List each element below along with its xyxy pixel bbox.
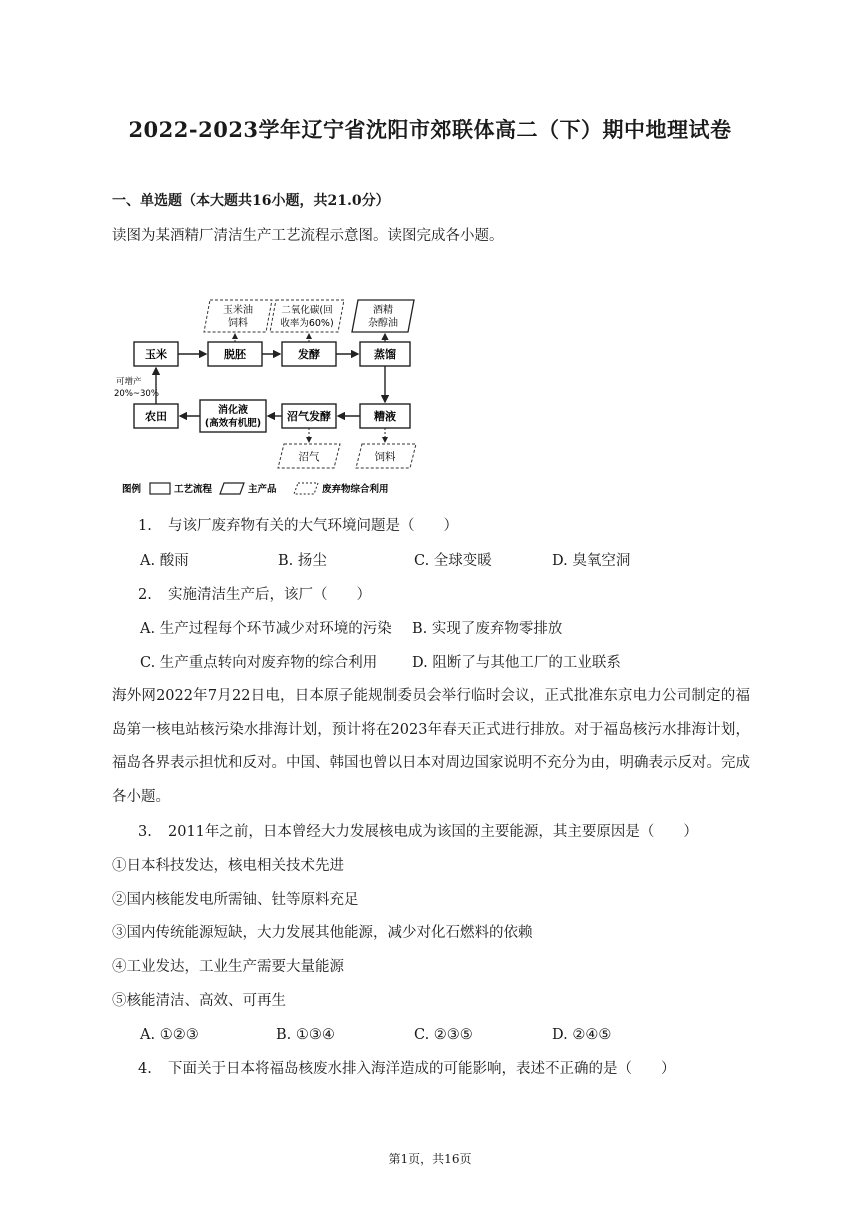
diagram-label: 玉米油	[223, 305, 253, 316]
question-number: 1.	[138, 518, 152, 534]
intro-text: 读图为某酒精厂清洁生产工艺流程示意图。读图完成各小题。	[112, 228, 504, 244]
option-d: D. 臭氧空洞	[552, 553, 631, 569]
diagram-label: (高效有机肥)	[204, 418, 262, 429]
diagram-label: 可增产	[116, 377, 142, 387]
diagram-label: 发酵	[298, 348, 320, 361]
option-c: C. ②③⑤	[414, 1027, 473, 1043]
diagram-label: 消化液	[218, 405, 248, 416]
diagram-label: 饲料	[228, 318, 248, 329]
diagram-label: 沼气发酵	[287, 410, 331, 423]
option-d: D. ②④⑤	[552, 1027, 612, 1043]
option-b: B. 扬尘	[278, 553, 327, 569]
statement-item: ③国内传统能源短缺，大力发展其他能源，减少对化石燃料的依赖	[112, 925, 533, 941]
question-stem: 2011年之前，日本曾经大力发展核电成为该国的主要能源，其主要原因是（ ）	[168, 824, 698, 840]
diagram-label: 沼气	[298, 451, 320, 463]
option-a: A. ①②③	[140, 1027, 199, 1043]
section-heading: 一、单选题（本大题共16小题，共21.0分）	[112, 193, 390, 209]
diagram-label: 糟液	[374, 410, 396, 423]
statement-item: ④工业发达，工业生产需要大量能源	[112, 959, 344, 975]
page-title: 2022-2023学年辽宁省沈阳市郊联体高二（下）期中地理试卷	[128, 117, 732, 142]
statement-item: ②国内核能发电所需铀、钍等原料充足	[112, 892, 359, 908]
process-flow-diagram	[112, 292, 424, 502]
diagram-label: 脱胚	[224, 348, 246, 361]
reading-passage: 海外网2022年7月22日电，日本原子能规制委员会举行临时会议，正式批准东京电力公司制定的福岛第一核电站核污染水排海计划，预计将在2023年春天正式进行排放。对于福岛核污水排海计划，福岛各界表示担忧和反对。中国、韩国也曾以日本对周边国家说明不充分为由，明确表示反对。完成各小题。	[112, 688, 750, 806]
question-stem: 下面关于日本将福岛核废水排入海洋造成的可能影响，表述不正确的是（ ）	[168, 1061, 676, 1077]
diagram-label: 玉米	[145, 348, 167, 361]
question-stem: 与该厂废弃物有关的大气环境问题是（ ）	[168, 518, 458, 534]
legend-label: 工艺流程	[174, 484, 213, 495]
diagram-label: 饲料	[374, 451, 396, 463]
option-d: D. 阻断了与其他工厂的工业联系	[412, 655, 621, 671]
diagram-label: 收率为60%)	[280, 318, 334, 329]
legend-label: 废弃物综合利用	[322, 484, 389, 495]
statement-item: ⑤核能清洁、高效、可再生	[112, 993, 286, 1009]
diagram-label: 二氧化碳(回	[281, 305, 333, 316]
statement-item: ①日本科技发达，核电相关技术先进	[112, 858, 344, 874]
question-number: 3.	[138, 824, 152, 840]
option-b: B. 实现了废弃物零排放	[412, 621, 563, 637]
diagram-label: 20%~30%	[114, 389, 159, 399]
option-b: B. ①③④	[276, 1027, 335, 1043]
page-footer: 第1页，共16页	[388, 1152, 472, 1166]
legend-label: 图例	[122, 484, 142, 495]
option-c: C. 全球变暖	[414, 553, 492, 569]
option-a: A. 生产过程每个环节减少对环境的污染	[140, 621, 392, 637]
legend-label: 主产品	[248, 484, 277, 495]
option-c: C. 生产重点转向对废弃物的综合利用	[140, 655, 378, 671]
diagram-label: 蒸馏	[374, 348, 396, 361]
question-number: 4.	[138, 1061, 152, 1077]
option-a: A. 酸雨	[140, 553, 189, 569]
diagram-label: 农田	[145, 410, 167, 423]
question-stem: 实施清洁生产后，该厂（ ）	[168, 587, 371, 603]
diagram-label: 杂醇油	[368, 318, 398, 329]
question-number: 2.	[138, 587, 152, 603]
diagram-label: 酒精	[373, 305, 393, 316]
